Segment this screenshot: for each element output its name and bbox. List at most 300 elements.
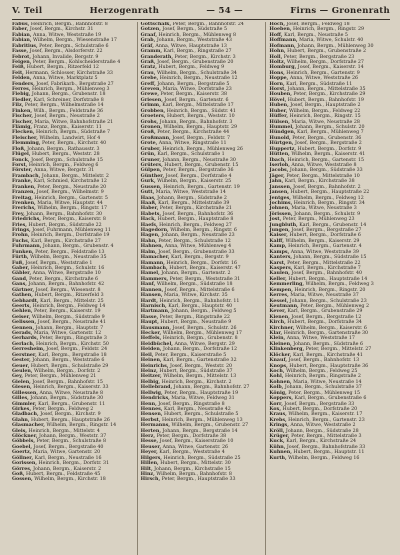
entry-details: Hubert, Bergm., Ritzerfeld 3 <box>34 293 104 299</box>
entry-surname: Hack, <box>140 217 157 223</box>
entry-surname: Hammers, <box>140 276 169 282</box>
entry-surname: Flemming, <box>12 141 41 147</box>
entry-surname: Kröll, <box>269 428 285 434</box>
entry-details: Peter, Bergm., Kaiserstraße 5 <box>154 352 227 358</box>
entry-surname: Heidbüchel, <box>140 341 173 347</box>
entry-surname: Jahn, <box>269 179 284 185</box>
entry-surname: Girkes, <box>12 406 32 412</box>
entry-details: Peter, Bergm., Kirchstr. 3 <box>174 54 236 60</box>
entry-surname: Haas, <box>140 195 156 201</box>
entry-details: Peter, Bergm., Bahnhofstr. 24 <box>172 22 244 27</box>
entry-surname: Görres, <box>12 466 32 472</box>
entry-details: Peter, Bergm., Bergstraße 23 <box>283 54 355 60</box>
entry-details: Josef, Bergm., Feldweg 18 <box>286 22 350 27</box>
entry-details: Heinrich, Bergm., Gartenstr. 5 <box>34 195 108 201</box>
entry-details: Karl, Bergm., Hauptstr. 40 <box>168 303 233 309</box>
entry-surname: Jörissen, <box>269 211 293 217</box>
entry-surname: Jäger, <box>269 173 285 179</box>
entry-surname: Jentges, <box>269 195 291 201</box>
entry-surname: Holtz, <box>269 59 286 65</box>
entry-details: Hubert, Bergm., Feldweg 9 <box>158 65 225 71</box>
entry-details: Heinrich, Bergm., Dorfstr. 31 <box>38 461 110 467</box>
entry-details: Johann, Bergm., Bahnhofstr. 3 <box>159 119 233 125</box>
entry-details: Peter, Bergm., Mittelstraße 22 <box>287 260 361 266</box>
entry-surname: Kirch, <box>269 320 286 326</box>
entry-details: Josef, Bergm., Neustraße 2 <box>34 114 100 120</box>
entry-details: Johann, Bergm., Weststr. 37 <box>39 434 107 440</box>
entry-surname: Gerresheim, <box>12 347 45 353</box>
entry-surname: Heuser, <box>140 444 162 450</box>
entry-surname: Hambach, <box>140 265 168 271</box>
entry-details: Peter, Bergm., Mittelstraße 10 <box>286 173 360 179</box>
entry-details: Karl, Bergm., Weststraße 4 <box>159 450 225 456</box>
entry-surname: Gottschalk, <box>140 22 172 27</box>
entry-surname: Fabian, <box>12 38 32 44</box>
entry-surname: Kemmerling, <box>269 282 305 288</box>
entry-surname: Geuer, <box>12 363 30 369</box>
entry-details: Hubert, Bergm., Schulstraße 5 <box>163 412 239 418</box>
entry-details: Karl, Bergm., Grubenstr. 14 <box>299 222 367 228</box>
entry-details: Josef, Bergm., Bahnhofstraße 33 <box>286 444 366 450</box>
directory-column-2 <box>137 22 262 555</box>
entry-details: Heinrich, Bergm., Schulstr. 16 <box>30 265 105 271</box>
entry-details: Anna, Witwe, Ringstraße 11 <box>158 141 227 147</box>
entry-details: Hubert, Bergm., Hauptstraße 36 <box>289 363 369 369</box>
entry-details: Maria, Witwe, Neustraße 3 <box>291 206 357 212</box>
entry-details: Josef, Bergm., Ringstraße 8 <box>158 401 225 407</box>
entry-surname: Kienen, <box>269 314 290 320</box>
entry-surname: Hohn, <box>269 49 286 55</box>
entry-details: Wilhelm, Bergm., Feldweg 3 <box>305 282 374 288</box>
entry-surname: Hofmann, <box>269 43 296 49</box>
entry-surname: König, <box>269 390 287 396</box>
entry-surname: Habets, <box>140 211 162 217</box>
entry-details: Anna, Witwe, Weststraße 2 <box>290 423 356 429</box>
entry-details: Peter, Bergm., Kaiserstr. 38 <box>160 92 228 98</box>
entry-surname: Gaber, <box>12 265 30 271</box>
entry-surname: Johnen, <box>269 206 290 212</box>
entry-details: Josef, Bergm., Bergstraße 2 <box>294 141 362 147</box>
entry-details: Johann, Bergm., Südstraße 2 <box>157 195 227 201</box>
entry-surname: Fiedler, <box>12 97 33 103</box>
entry-details: Johann, Bergm., Schulstraße 37 <box>284 385 362 391</box>
entry-surname: Haefs, <box>140 222 158 228</box>
entry-details: Maria, Witwe, Hauptstr. 44 <box>37 200 103 206</box>
entry-details: Anna, Witwe, Neustraße 8 <box>39 390 104 396</box>
entry-surname: Klein, <box>269 336 286 342</box>
entry-details: Peter, Bergm., Kohlscheiderstraße 4 <box>32 59 121 65</box>
entry-surname: Kirchner, <box>269 325 295 331</box>
entry-surname: Greven, <box>140 87 162 93</box>
entry-surname: Gennen, <box>12 325 35 331</box>
entry-details: Heinrich, Bergm., Mühlenweg 3 <box>32 87 110 93</box>
entry-details: Karl, Bergm., Bergstr. 9 <box>171 255 229 261</box>
entry-details: Peter, Bergm., Neustraße 20 <box>37 184 107 190</box>
entry-surname: Faber, <box>12 27 29 33</box>
entry-surname: Herten, <box>140 428 162 434</box>
entry-details: Anna, Witwe, Marktplatz 5 <box>32 76 98 82</box>
entry-surname: Jochims, <box>269 200 293 206</box>
entry-surname: Huben, <box>269 103 289 109</box>
entry-surname: Hilt, <box>140 466 153 472</box>
entry-surname: Ferres, <box>12 87 31 93</box>
entry-details: Josef, Bergm., Bahnhofstr. 36 <box>162 211 234 217</box>
entry-surname: Funken, <box>12 249 34 255</box>
entry-details: Josef, Fabrikarb., Bergstraße 27 <box>36 81 114 87</box>
entry-details: Josef, Bergm., Bergstraße 27 <box>291 228 362 234</box>
entry-details: Maria, Witwe, Gartenstr. 20 <box>32 450 101 456</box>
entry-surname: Gramm, <box>140 49 163 55</box>
entry-surname: Gärtner, <box>12 287 35 293</box>
entry-surname: Jungen, <box>269 228 290 234</box>
entry-details: Johann, Bergm., Feldweg 5 <box>171 309 237 315</box>
entry-surname: Forst, <box>12 162 28 168</box>
entry-surname: Gossen, <box>12 477 33 483</box>
entry-details: Anna, Witwe, Weststraße 19 <box>33 32 102 38</box>
entry-surname: Gäbler, <box>12 271 32 277</box>
entry-details: Anna, Witwe, Gartenstr. 26 <box>162 444 229 450</box>
entry-details: Josef, Bergm., Feldstr. 7 <box>172 135 231 141</box>
entry-details: Wilhelm, Bergm., Hauptstr. 29 <box>163 125 238 131</box>
entry-details: Heinrich, Bergm., Feldweg 14 <box>32 303 106 309</box>
entry-details: Karl, Bergm., Kirchstraße 38 <box>284 179 355 185</box>
entry-details: Peter, Bergm., Feldstraße 13 <box>35 249 105 255</box>
entry-details: Hubert, Bergm., Dorfstraße 34 <box>287 320 362 326</box>
entry-surname: Kaspers, <box>269 265 293 271</box>
entry-details: Hubert, Bergm., Ritzerfeld 12 <box>26 65 99 71</box>
entry-details: Heinrich, Bergm., Dorfstr. 16 <box>166 260 237 266</box>
entry-details: Peter, Bergm., Schulstraße 12 <box>158 238 231 244</box>
directory-column-1 <box>12 22 133 555</box>
entry-details: Josef, Bergm., Alsdorferstr. 22 <box>29 49 103 55</box>
entry-surname: Gladbach, <box>12 412 39 418</box>
entry-details: Hubert, Bergm., Hauptstraße 8 <box>157 217 234 223</box>
entry-surname: Hasse, <box>140 314 159 320</box>
entry-details: Karl, Bergm., Südstraße 11 <box>286 81 353 87</box>
entry-details: Josef, Bergm., Neustraße 41 <box>37 320 106 326</box>
entry-details: Josef, Bergm., Hauptstraße 2 <box>290 103 361 109</box>
entry-details: Josef, Bergm., Kirchstr. 9 <box>40 412 101 418</box>
entry-details: Wilhelm, Bergm., Kaiserstr. 6 <box>295 325 367 331</box>
entry-surname: Gilles, <box>12 396 29 402</box>
entry-surname: Heyer, <box>140 450 158 456</box>
entry-surname: Goß, <box>12 472 25 478</box>
entry-details: Josef, Bergm., Schulstr. 26 <box>172 325 237 331</box>
entry-surname: Hermanns, <box>140 423 171 429</box>
entry-surname: Feit, <box>12 70 24 76</box>
entry-details: Hubert, Bergm., Südstraße 37 <box>159 369 233 374</box>
entry-surname: Gorissen, <box>12 461 38 467</box>
entry-details: Maria, Witwe, Neustraße 14 <box>293 379 362 385</box>
entry-surname: Gotzen, <box>140 27 161 33</box>
entry-surname: Hahn, <box>140 238 157 244</box>
entry-details: Johann, Bergm., Grubenstr. 18 <box>31 92 106 98</box>
entry-details: Peter, Bergm., Schulstraße 8 <box>36 439 106 445</box>
entry-surname: Floß, <box>12 146 26 152</box>
entry-details: Karl, Bergm., Neustraße 5 <box>284 32 348 38</box>
entry-details: Maria, Witwe, Feldweg 31 <box>171 396 235 402</box>
entry-surname: Fuchs, <box>12 238 30 244</box>
entry-surname: Krebs, <box>269 417 287 423</box>
entry-details: Josef, Bergm., Feldstr. 24 <box>46 347 108 353</box>
entry-surname: Finken, <box>12 108 33 114</box>
entry-details: Anna, Witwe, Mühlenweg 4 <box>164 244 232 250</box>
entry-surname: Hoppe, <box>269 76 289 82</box>
entry-details: Hubert, Bergm., Hauptstraße 22 <box>290 190 370 196</box>
entry-details: Heinrich, Bergm., Gartenstr. 15 <box>287 157 365 163</box>
entry-details: Wilhelm, Bergm., Südstraße 18 <box>156 282 233 288</box>
entry-surname: Hellebrand, <box>140 385 173 391</box>
entry-details: Heinrich, Bergm., Neustraße 12 <box>159 76 238 82</box>
entry-surname: Groeters, <box>140 114 166 120</box>
entry-details: Peter, Bergm., Feldweg 2 <box>32 406 94 412</box>
header-page-number: — 54 — <box>206 6 243 16</box>
entry-details: Heinrich, Bergm., Ringstraße 2 <box>284 374 361 380</box>
entry-surname: Grimm, <box>140 103 161 109</box>
entry-details: Johann, Bergm., Bergstraße 5 <box>157 81 230 87</box>
entry-details: Karl, Bergm., Mühlenweg 7 <box>297 130 364 136</box>
directory-entry <box>269 456 390 461</box>
entry-surname: Hoch, <box>269 22 285 27</box>
entry-surname: Granderath, <box>140 54 173 60</box>
entry-details: Karl, Bergm., Kirchstraße 7 <box>293 265 361 271</box>
entry-surname: Gerlach, <box>12 341 35 347</box>
entry-details: Josef, Bergm., Bahnhofstr. 15 <box>32 379 103 385</box>
entry-surname: Grüters, <box>140 162 163 168</box>
entry-surname: Kohnen, <box>269 379 292 385</box>
entry-surname: Glahn, <box>12 417 30 423</box>
entry-details: Wilhelm, Bergm., Bahnhofstr. 8 <box>156 472 232 478</box>
entry-details: Hubert, Bergm., Dorfstr. 9 <box>297 146 362 152</box>
entry-details: Johann, Bergm., Bahnhofstr. 42 <box>28 282 105 288</box>
entry-surname: Grohs, <box>140 119 159 125</box>
entry-details: Karl, Bergm., Bergstraße 18 <box>38 352 107 358</box>
entry-surname: Hanf, <box>140 282 156 288</box>
entry-surname: Henn, <box>140 401 157 407</box>
entry-details: Josef, Bergm., Gartenstr. 6 <box>164 97 229 103</box>
entry-details: Peter, Bergm., Ringstraße 22 <box>159 314 230 320</box>
entry-surname: Filz, <box>12 103 24 109</box>
entry-details: Wilhelm, Bergm., Feldweg 12 <box>292 195 364 201</box>
entry-details: Heinrich, Bergm., Gartenstr. 19 <box>163 184 240 190</box>
entry-surname: Haupt, <box>140 320 159 326</box>
page-header <box>12 6 390 20</box>
entry-details: Heinrich, Bergm., Kaiserstr. 33 <box>33 385 109 391</box>
entry-surname: Hannen, <box>140 287 164 293</box>
entry-details: Johann, Bergm., Hauptstr. 7 <box>35 325 104 331</box>
entry-details: Heinrich, Bergm., Mühlenweg 26 <box>162 146 243 152</box>
entry-surname: Klöcker, <box>269 352 292 358</box>
entry-details: Wilhelm, Bergm., Ringstr. 14 <box>46 423 117 429</box>
entry-details: Wilhelm, Bergm., Feldweg 25 <box>286 369 358 374</box>
entry-details: Karl, Bergm., Neustraße 42 <box>163 406 231 412</box>
entry-details: Maria, Witwe, Kirchstr. 35 <box>164 293 228 299</box>
entry-surname: Gerstner, <box>12 352 37 358</box>
entry-surname: Hagen, <box>140 233 160 239</box>
header-town-name: Herzogenrath <box>89 6 160 16</box>
entry-details: Johann, Bergm., Bahnhofstr. 27 <box>173 385 250 391</box>
entry-surname: Hummel, <box>269 125 294 131</box>
entry-surname: Heitzer, <box>140 374 162 380</box>
entry-surname: Fürth, <box>12 255 29 261</box>
entry-details: Wilhelm, Bergm., Feldweg 16 <box>288 455 360 461</box>
entry-details: Anna, Witwe, Weststraße 39 <box>290 249 359 255</box>
entry-details: Heinrich, Bergm., Ringstr. 15 <box>289 114 361 120</box>
entry-details: Johann, Bergm., Südstraße 28 <box>285 428 359 434</box>
entry-details: Peter, Bergm., Grubenstr. 36 <box>292 135 362 141</box>
entry-details: Josef, Bergm., Dorfstraße 4 <box>165 173 232 179</box>
entry-surname: Grau, <box>140 70 156 76</box>
entry-surname: Knauf, <box>269 358 288 364</box>
entry-surname: Hündgen, <box>269 130 296 136</box>
entry-surname: Grebe, <box>140 76 159 82</box>
entry-surname: Frings, <box>12 228 31 234</box>
entry-surname: Fabus, <box>12 22 30 27</box>
entry-details: Johann, Bergm., Rathausstr. 3 <box>27 146 100 152</box>
entry-surname: Heffels, <box>140 336 162 342</box>
entry-details: Josef, Bergm., Grubenstraße 33 <box>158 249 235 255</box>
entry-surname: Gruber, <box>140 146 161 152</box>
entry-details: Karl, Bergm., Grubenstraße 6 <box>294 396 367 402</box>
entry-surname: Gurk, <box>140 179 156 185</box>
entry-surname: Knops, <box>269 363 288 369</box>
entry-details: Peter, Bergm., Mittelstr. 27 <box>305 347 372 353</box>
entry-surname: Gehlen, <box>12 309 33 315</box>
entry-surname: Krings, <box>269 423 289 429</box>
entry-surname: Fries, <box>12 222 27 228</box>
entry-details: Peter, Bergm., Bergstraße 36 <box>162 168 234 174</box>
entry-surname: Hennes, <box>140 406 163 412</box>
entry-surname: Gratz, <box>140 65 157 71</box>
entry-surname: Hövel, <box>269 97 287 103</box>
entry-details: Johann, Bergm., Dorfstraße 12 <box>162 347 238 353</box>
entry-details: Hubert, Bergm., Weststr. 28 <box>31 152 100 158</box>
entry-surname: Hoff, <box>269 32 283 38</box>
entry-surname: Flämig, <box>12 125 33 131</box>
entry-surname: Grobben, <box>140 108 166 114</box>
entry-details: Hubert, Bergm., Hauptstraße 14 <box>288 276 368 282</box>
entry-details: Peter, Bergm., Mühlenweg 23 <box>282 217 355 223</box>
entry-surname: Janssen, <box>269 184 292 190</box>
entry-surname: Hahnen, <box>140 244 164 250</box>
entry-surname: Hinz, <box>140 472 155 478</box>
entry-details: Karl, Bergm., Kirchstraße 41 <box>292 352 363 358</box>
entry-details: Hubert, Bergm., Hauptstraße 26 <box>31 417 110 423</box>
entry-details: Josef, Bergm., Kaiserstraße 10 <box>159 439 234 445</box>
directory-columns <box>12 22 390 555</box>
entry-surname: Hansen, <box>140 293 163 299</box>
entry-surname: Geiser, <box>12 314 31 320</box>
entry-surname: Geerts, <box>12 303 32 309</box>
entry-surname: Helbig, <box>140 379 161 385</box>
entry-details: Anna, Witwe, Bergstraße 10 <box>32 271 101 277</box>
entry-surname: Friedrichs, <box>12 217 41 223</box>
entry-details: Hubert, Bergm., Weststr. 10 <box>166 114 235 120</box>
entry-details: Karl, Bergm., Grubenstraße 29 <box>287 309 363 315</box>
entry-surname: Harnisch, <box>140 303 167 309</box>
entry-surname: Günther, <box>140 173 165 179</box>
entry-surname: Grewe, <box>140 92 160 98</box>
entry-details: Peter, Bergm., Mühlenweg 21 <box>24 374 97 380</box>
entry-surname: Hecker, <box>140 331 162 337</box>
entry-details: Peter, Bergm., Mittelstraße 3 <box>291 434 362 440</box>
entry-details: Peter, Bergm., Kaiserstr. 19 <box>33 309 101 315</box>
entry-surname: Kempen, <box>269 287 293 293</box>
entry-surname: Koppers, <box>269 396 294 402</box>
entry-surname: Keller, <box>269 276 287 282</box>
entry-surname: Flecken, <box>12 130 35 136</box>
entry-surname: Fuß, <box>12 260 25 266</box>
entry-surname: Gruner, <box>140 157 161 163</box>
entry-details: Karl, Schmied, Kirchstraße 12 <box>33 179 107 185</box>
entry-surname: Kleinen, <box>269 341 292 347</box>
entry-surname: Gutt, <box>140 190 155 196</box>
entry-details: Wilhelm, Bergm., Kaiserstr. 41 <box>291 152 366 158</box>
entry-surname: Gebhardt, <box>12 298 39 304</box>
entry-surname: Hartmann, <box>140 309 170 315</box>
entry-details: Hubert, Bergm., Grubenstraße 2 <box>287 49 366 55</box>
entry-surname: Gey, <box>12 374 24 380</box>
entry-details: Maria, Witwe, Dorfstraße 23 <box>162 87 232 93</box>
entry-details: Hubert, Bergm., Grubenstr. 15 <box>164 162 239 168</box>
entry-surname: Freitag, <box>12 195 33 201</box>
entry-details: Peter, Bergm., Kaiserstr. 8 <box>42 217 106 223</box>
entry-surname: Houben, <box>269 92 292 98</box>
entry-details: Josef, Bergm., Kaiserstr. 14 <box>297 65 364 71</box>
entry-details: Peter, Bergm., Hauptstraße 19 <box>164 390 239 396</box>
entry-details: Maria, Witwe, Bahnhofstraße 21 <box>34 119 114 125</box>
entry-surname: Hürtgen, <box>269 141 294 147</box>
entry-surname: Gerads, <box>12 331 33 337</box>
entry-details: Johann, Bergm., Schulstraße 23 <box>289 298 367 304</box>
entry-details: Johann, Bergm., Gartenstr. 2 <box>161 271 231 277</box>
entry-details: Josef, Bergm., Bahnhofstr. 40 <box>291 271 362 277</box>
entry-details: Maria, Witwe, Schulstr. 40 <box>299 38 364 44</box>
entry-surname: Grote, <box>140 141 158 147</box>
entry-surname: Gathen, <box>12 293 33 299</box>
entry-details: Josef, Bergm., Südstraße 5 <box>162 27 228 33</box>
entry-surname: Hendricks, <box>140 396 170 402</box>
entry-details: Hubert, Bergm., Hauptstr. 11 <box>293 450 365 456</box>
entry-surname: Frenken, <box>12 200 36 206</box>
entry-surname: Gillessen, <box>12 390 38 396</box>
entry-surname: Förster, <box>12 168 33 174</box>
entry-details: Heinrich, Bergm., Bahnhofstr. 8 <box>30 22 108 27</box>
entry-details: Johann, Bergm., Südstraße 30 <box>30 396 104 402</box>
entry-details: Johann, Bergm., Neustraße 30 <box>162 157 236 163</box>
entry-details: Josef, Bergm., Bergstraße 12 <box>291 314 362 320</box>
entry-details: Heinrich, Bergm., Ringstr. 34 <box>293 200 365 206</box>
entry-surname: Horn, <box>269 81 285 87</box>
entry-details: Heinrich, Bergm., Südstraße 25 <box>163 455 241 461</box>
entry-details: Hermann, Schlosser, Kirchstraße 33 <box>25 70 113 76</box>
entry-details: Hubert, Bergm., Dorfstraße 20 <box>282 406 358 412</box>
entry-surname: Fuhrmann, <box>12 244 42 250</box>
entry-details: Maria, Witwe, Weststraße 14 <box>155 190 226 196</box>
entry-surname: Gester, <box>12 358 31 364</box>
entry-details: Karl, Bergm., Kirchstraße 24 <box>286 439 357 445</box>
entry-details: Josef, Bergm., Kirchstr. 31 <box>29 27 94 33</box>
entry-surname: Hons, <box>269 70 285 76</box>
entry-surname: Felden, <box>12 76 32 82</box>
entry-details: Peter, Bergm., Ringstraße 3 <box>39 336 107 342</box>
entry-details: Peter, Bergm., Kirchstraße 29 <box>293 92 366 98</box>
entry-details: Josef, Bergm., Mittelstraße 6 <box>164 287 235 293</box>
entry-details: Josef, Bergm., Grubenstraße 20 <box>157 59 234 65</box>
entry-surname: Gülpen, <box>140 168 162 174</box>
entry-details: Wilhelm, Bergm., Feldweg 22 <box>288 108 361 114</box>
entry-details: Johann, Bergm., Kirchstraße 15 <box>154 466 231 472</box>
